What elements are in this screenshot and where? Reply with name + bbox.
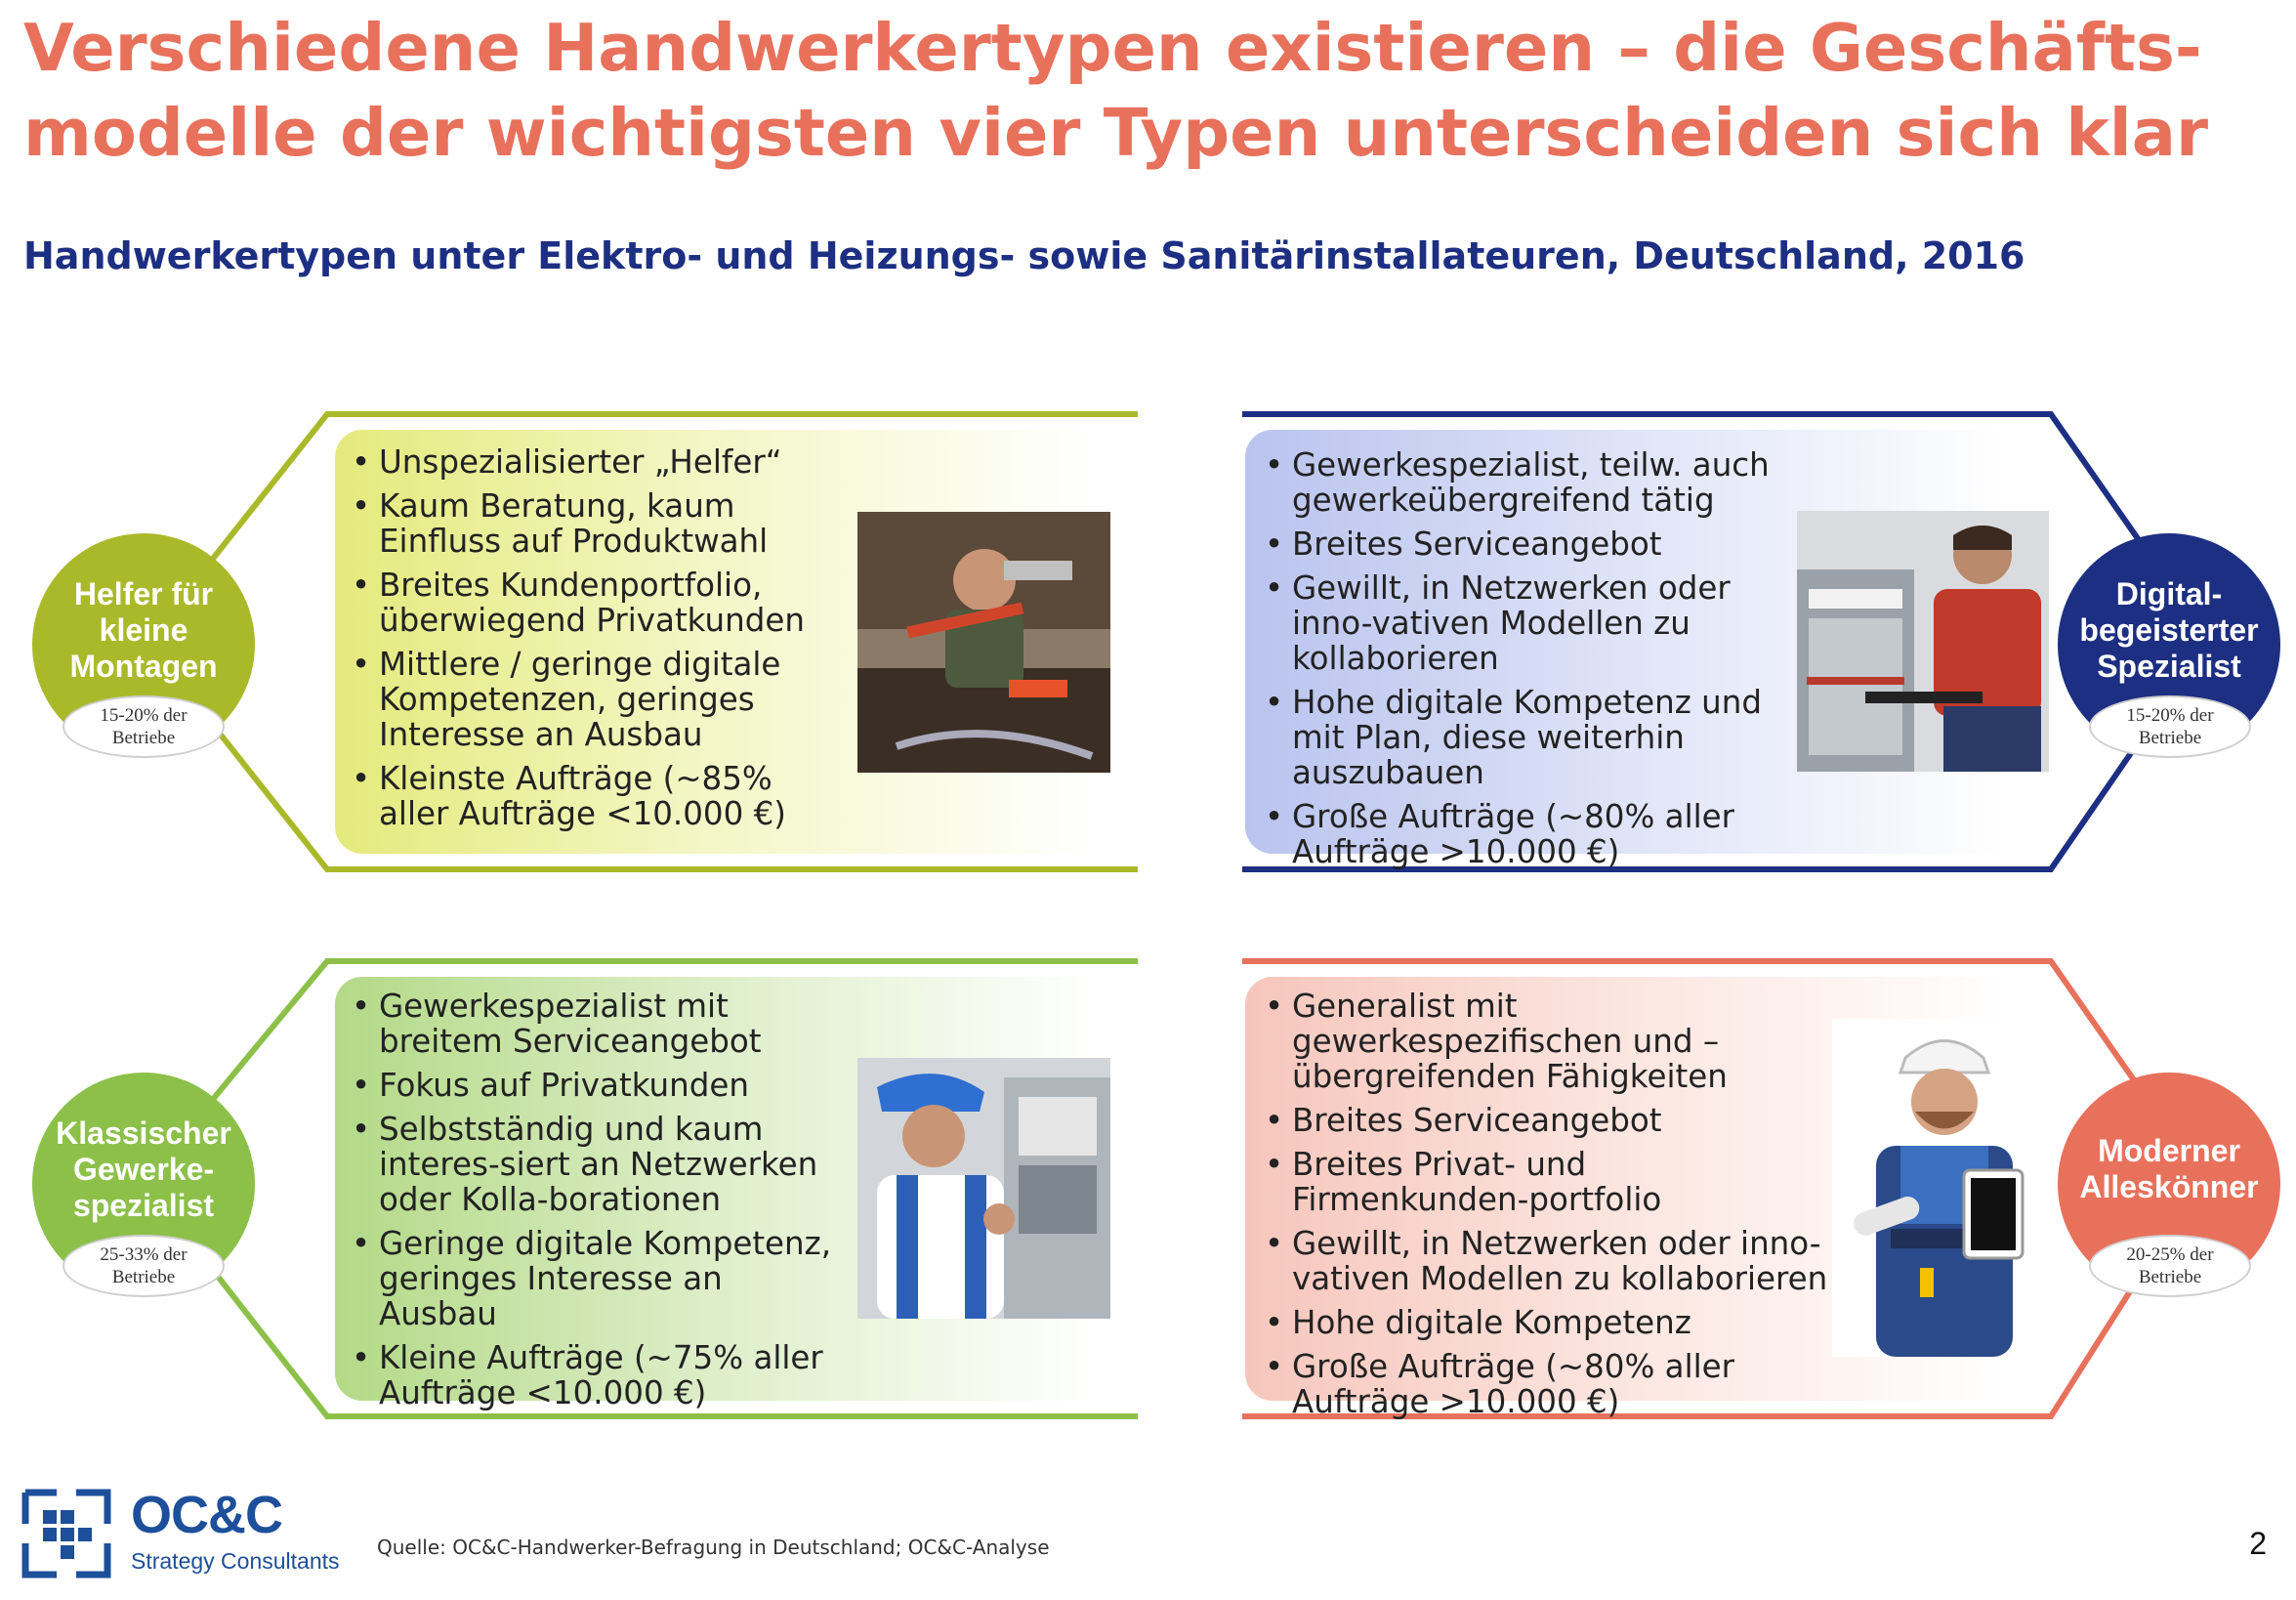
helfer-bullet: • Kaum Beratung, kaum Einfluss auf Produktwahl	[352, 488, 840, 559]
digital-bullet: • Große Aufträge (~80% aller Aufträge >10.000 €)	[1265, 799, 1797, 869]
plumber-photo	[857, 512, 1110, 773]
digital-bullets	[1265, 447, 1797, 878]
digital-bullet: • Hohe digitale Kompetenz und mit Plan, diese weiterhin auszubauen	[1265, 685, 1797, 790]
klassisch-bullet: • Kleine Aufträge (~75% aller Aufträge <10.000 €)	[352, 1340, 850, 1411]
klassisch-bullets	[352, 989, 850, 1419]
moderner-bullet: • Breites Serviceangebot	[1265, 1103, 1831, 1138]
helfer-bullet: • Kleinste Aufträge (~85% aller Aufträge <10.000 €)	[352, 761, 840, 831]
helfer-share: 15-20% der Betriebe	[100, 705, 188, 748]
moderner-share: 20-25% der Betriebe	[2126, 1244, 2214, 1287]
slide-subtitle: Handwerkertypen unter Elektro- und Heizungs- sowie Sanitärinstallateuren, Deutschland, 2016	[23, 234, 2025, 277]
title-line-2: modelle der wichtigsten vier Typen unterscheiden sich klar	[23, 95, 2209, 171]
electrician-photo	[857, 1058, 1110, 1319]
moderner-bullet: • Große Aufträge (~80% aller Aufträge >10.000 €)	[1265, 1349, 1831, 1419]
helfer-bullet: • Breites Kundenportfolio, überwiegend Privatkunden	[352, 568, 840, 638]
klassisch-share-badge	[63, 1235, 225, 1297]
technician-laptop-photo	[1797, 511, 2049, 772]
klassisch-bullet: • Selbstständig und kaum interes-siert an Netzwerken oder Kolla-borationen	[352, 1112, 850, 1217]
klassisch-label: Klassischer Gewerke- spezialist	[56, 1115, 231, 1223]
digital-bullet: • Gewerkespezialist, teilw. auch gewerkeübergreifend tätig	[1265, 447, 1797, 518]
digital-share-badge	[2089, 695, 2251, 758]
helfer-share-badge	[63, 695, 225, 758]
moderner-bullet: • Generalist mit gewerkespezifischen und –übergreifenden Fähigkeiten	[1265, 989, 1831, 1094]
digital-bullet: • Gewillt, in Netzwerken oder inno-vativen Modellen zu kollaborieren	[1265, 570, 1797, 676]
moderner-share-badge	[2089, 1235, 2251, 1297]
klassisch-bullet: • Geringe digitale Kompetenz, geringes Interesse an Ausbau	[352, 1226, 850, 1331]
logo-name: OC&C	[131, 1486, 282, 1544]
title-line-1: Verschiedene Handwerkertypen existieren – die Geschäfts-	[23, 10, 2202, 86]
moderner-bullets	[1265, 989, 1831, 1428]
page-number: 2	[2249, 1526, 2267, 1561]
digital-label: Digital- begeisterter Spezialist	[2079, 575, 2259, 684]
moderner-bullet: • Breites Privat- und Firmenkunden-portfolio	[1265, 1147, 1831, 1217]
digital-share: 15-20% der Betriebe	[2126, 705, 2214, 748]
occ-logo-icon	[21, 1489, 111, 1579]
moderner-bullet: • Hohe digitale Kompetenz	[1265, 1305, 1831, 1340]
helfer-bullets	[352, 444, 840, 840]
klassisch-bullet: • Gewerkespezialist mit breitem Serviceangebot	[352, 989, 850, 1059]
logo-subtitle: Strategy Consultants	[131, 1548, 340, 1574]
helfer-label: Helfer für kleine Montagen	[69, 575, 218, 684]
klassisch-share: 25-33% der Betriebe	[100, 1244, 188, 1287]
helfer-bullet: • Mittlere / geringe digitale Kompetenzen, geringes Interesse an Ausbau	[352, 647, 840, 752]
moderner-bullet: • Gewillt, in Netzwerken oder inno-vativen Modellen zu kollaborieren	[1265, 1226, 1831, 1296]
moderner-label: Moderner Alleskönner	[2079, 1133, 2259, 1204]
digital-bullet: • Breites Serviceangebot	[1265, 526, 1797, 562]
worker-tablet-photo	[1832, 1019, 2059, 1357]
footer-source: Quelle: OC&C-Handwerker-Befragung in Deutschland; OC&C-Analyse	[377, 1536, 1050, 1559]
helfer-bullet: • Unspezialisierter „Helfer“	[352, 444, 840, 480]
klassisch-bullet: • Fokus auf Privatkunden	[352, 1068, 850, 1103]
